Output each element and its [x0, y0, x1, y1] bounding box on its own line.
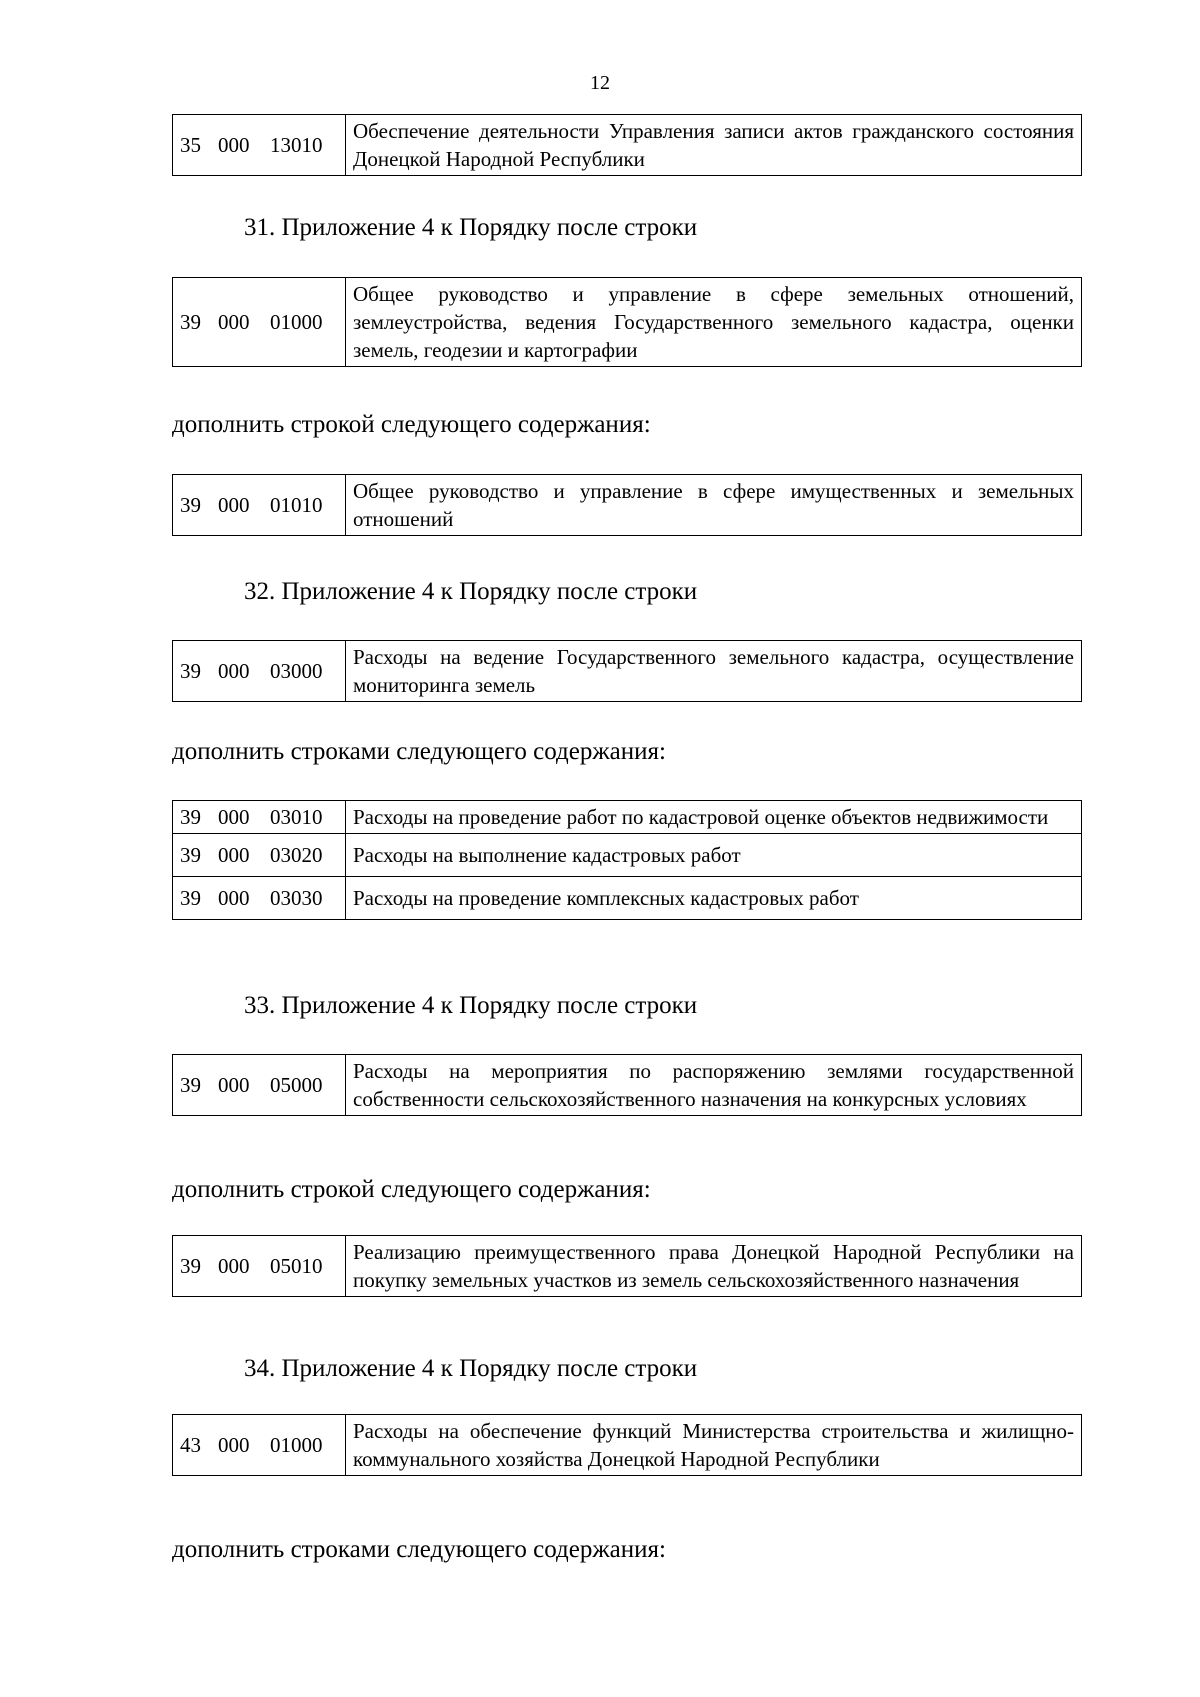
- code-cell: 39 000 03020: [173, 834, 346, 877]
- code-table: [172, 277, 1082, 367]
- description-cell: Расходы на проведение комплексных кадастровых работ: [346, 877, 1082, 920]
- description-cell: Расходы на мероприятия по распоряжению землями государственной собственности сельскохозяйственного назначения на конкурсных условиях: [346, 1055, 1082, 1116]
- code-table: [172, 1054, 1082, 1116]
- code-cell: 39 000 03030: [173, 877, 346, 920]
- description-cell: Расходы на выполнение кадастровых работ: [346, 834, 1082, 877]
- instruction-text: дополнить строкой следующего содержания:: [172, 411, 651, 438]
- code-cell: 39 000 01000: [173, 278, 346, 367]
- code-table: [172, 1414, 1082, 1476]
- instruction-text: дополнить строками следующего содержания:: [172, 738, 666, 765]
- code-table: [172, 114, 1082, 176]
- code-cell: 39 000 05010: [173, 1236, 346, 1297]
- code-cell: 39 000 05000: [173, 1055, 346, 1116]
- code-cell: 39 000 03010: [173, 801, 346, 834]
- section-heading: 33. Приложение 4 к Порядку после строки: [244, 992, 698, 1019]
- description-cell: Общее руководство и управление в сфере земельных отношений, землеустройства, ведения Государственного земельного кадастра, оценки земель, геодезии и картографии: [346, 278, 1082, 367]
- instruction-text: дополнить строкой следующего содержания:: [172, 1176, 651, 1203]
- section-heading: 32. Приложение 4 к Порядку после строки: [244, 578, 698, 605]
- table-row: [173, 278, 1082, 367]
- table-row: [173, 475, 1082, 536]
- instruction-text: дополнить строками следующего содержания:: [172, 1536, 666, 1563]
- table-row: [173, 1236, 1082, 1297]
- table-row: [173, 641, 1082, 702]
- code-cell: 39 000 01010: [173, 475, 346, 536]
- section-heading: 31. Приложение 4 к Порядку после строки: [244, 214, 698, 241]
- table-row: [173, 1055, 1082, 1116]
- table-row: [173, 115, 1082, 176]
- description-cell: Расходы на ведение Государственного земельного кадастра, осуществление мониторинга земель: [346, 641, 1082, 702]
- code-table: [172, 640, 1082, 702]
- code-table: [172, 474, 1082, 536]
- code-cell: 35 000 13010: [173, 115, 346, 176]
- description-cell: Обеспечение деятельности Управления записи актов гражданского состояния Донецкой Народной Республики: [346, 115, 1082, 176]
- code-table: [172, 1235, 1082, 1297]
- code-cell: 39 000 03000: [173, 641, 346, 702]
- table-row: [173, 834, 1082, 877]
- description-cell: Реализацию преимущественного права Донецкой Народной Республики на покупку земельных участков из земель сельскохозяйственного назначения: [346, 1236, 1082, 1297]
- table-row: [173, 877, 1082, 920]
- description-cell: Расходы на проведение работ по кадастровой оценке объектов недвижимости: [346, 801, 1082, 834]
- page-number: 12: [590, 72, 610, 94]
- description-cell: Общее руководство и управление в сфере имущественных и земельных отношений: [346, 475, 1082, 536]
- code-table: [172, 800, 1082, 920]
- code-cell: 43 000 01000: [173, 1415, 346, 1476]
- table-row: [173, 1415, 1082, 1476]
- description-cell: Расходы на обеспечение функций Министерства строительства и жилищно-коммунального хозяйства Донецкой Народной Республики: [346, 1415, 1082, 1476]
- section-heading: 34. Приложение 4 к Порядку после строки: [244, 1355, 698, 1382]
- table-row: [173, 801, 1082, 834]
